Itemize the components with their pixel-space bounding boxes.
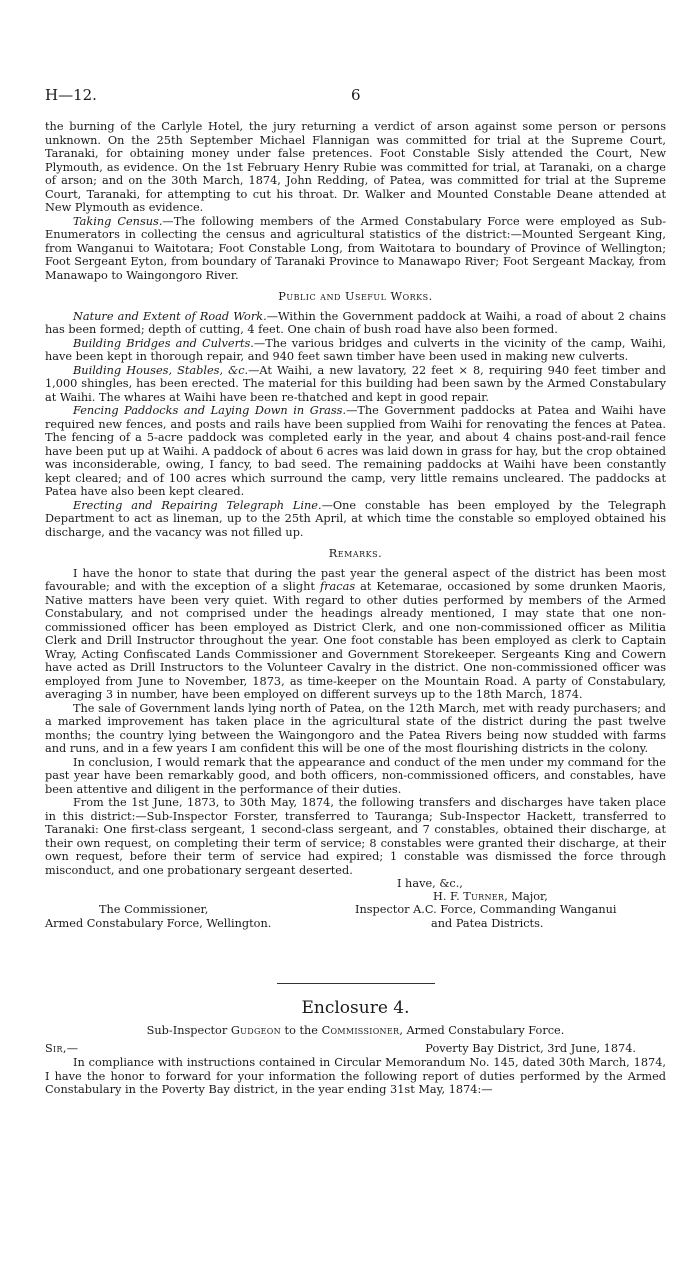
signature-initials: H. F. [433, 890, 460, 903]
signature-rank: , Major, [504, 890, 548, 903]
houses-title: Building Houses, Stables, &c. [73, 363, 249, 377]
page-header [45, 86, 655, 106]
paragraph-remarks-1 [45, 567, 666, 702]
houses-text: —At Waihi, a new lavatory, 22 feet × 8, requiring 940 feet timber and 1,000 shingles, has been erected. The material for this building had been sawn by the Armed Constabulary at Waihi. The whares at Waihi have been re-thatched and kept in good repair. [45, 363, 666, 404]
enclosure-sub-to: to the [284, 1023, 318, 1037]
remarks-1-text-b: at Ketemarae, occasioned by some drunken Maoris, Native matters have been very quiet. With regard to other duties performed by members of the Armed Constabulary, and not comprised under the headings already mentioned, I may state that one non-commissioned officer has been employed as District Clerk, and one non-commissioned officer as Militia Clerk and Drill Instructor throughout the year. One foot constable has been employed as clerk to Captain Wray, Acting Confiscated Lands Commissioner and Government Storekeeper. Sergeants King and Cowern have acted as Drill Instructors to the Volunteer Cavalry in the district. One non-commissioned officer was employed from June to November, 1873, as time-keeper on the Mountain Road. A party of Constabulary, averaging 3 in number, have been employed on different surveys up to the 18th March, 1874. [45, 580, 666, 701]
page-number: 6 [351, 86, 361, 104]
enclosure-title: Enclosure 4. [301, 998, 410, 1018]
salutation: Sir,— [45, 1042, 79, 1055]
census-text: —The following members of the Armed Constabulary Force were employed as Sub-Enumerators in collecting the census and agricultural statistics of the district:—Mounted Sergeant King, from Wanganui to Waitotara; Foot Constable Long, from Waitotara to boundary of Province of Wellington; Foot Sergeant Eyton, from boundary of Taranaki Province to Manawapo River; Foot Sergeant Mackay, from Manawapo to Waingongoro River. [45, 214, 667, 282]
paragraph-remarks-2: The sale of Government lands lying north of Patea, on the 12th March, met with ready purchasers; and a marked improvement has taken place in the agricultural state of the district during the past twelve months; the country lying between the Waingongoro and the Patea Rivers being now studded with farms and runs, and in a few years I am confident this will be one of the most flourishing districts in the colony. [45, 701, 666, 755]
telegraph-title: Erecting and Repairing Telegraph Line. [73, 498, 322, 512]
enclosure-sub-commissioner: Commissioner [321, 1023, 400, 1037]
telegraph-text: —One constable has been employed by the Telegraph Department to act as lineman, up to the 25th April, at which time the constable so employed obtained his discharge, and the vacancy was not filled up. [45, 498, 666, 539]
bridges-title: Building Bridges and Culverts. [73, 336, 254, 350]
enclosure-sub-prefix: Sub-Inspector [146, 1023, 228, 1037]
remarks-1-fracas: fracas [319, 580, 356, 593]
paragraph-houses [45, 364, 666, 405]
paragraph-road-work [45, 310, 666, 337]
paragraph-enclosure-opening: In compliance with instructions contained in Circular Memorandum No. 145, dated 30th March, 1874, I have the honor to forward for your information the following report of duties performed by the Armed Constabulary in the Poverty Bay district, in the year ending 31st May, 1874:— [45, 1056, 666, 1096]
paragraph-continuation: the burning of the Carlyle Hotel, the jury returning a verdict of arson against some person or persons unknown. On the 25th September Michael Flannigan was committed for trial at the Supreme Court, Taranaki, for obtaining money under false pretences. Foot Constable Sisly attended the Court, New Plymouth, as evidence. On the 1st February Henry Rubie was committed for trial, at Taranaki, on a charge of arson; and on the 30th March, 1874, John Redding, of Patea, was committed for trial at the Supreme Court, Taranaki, for attempting to cut his throat. Dr. Walker and Mounted Constable Deane attended at New Plymouth as evidence. [45, 120, 666, 214]
census-title: Taking Census. [73, 214, 163, 228]
place-date: Poverty Bay District, 3rd June, 1874. [425, 1042, 636, 1055]
enclosure-sub-suffix: , Armed Constabulary Force. [399, 1023, 565, 1037]
section-divider [277, 983, 435, 984]
fencing-text: —The Government paddocks at Patea and Waihi have required new fences, and posts and rails have been supplied from Waihi for renovating the fences at Patea. The fencing of a 5-acre paddock was completed early in the year, and about 4 chains post-and-rail fence have been put up at Waihi. A paddock of about 6 acres was laid down in grass for hay, but the crop obtained was inconsiderable, owing, I fancy, to bad seed. The remaining paddocks at Waihi have been constantly kept cleared; and of 100 acres which surround the camp, very little remains uncleared. The paddocks at Patea have also been kept cleared. [45, 404, 667, 498]
road-text: —Within the Government paddock at Waihi, a road of about 2 chains has been formed; depth of cutting, 4 feet. One chain of bush road have also been formed. [45, 309, 666, 336]
addressee-line-1: The Commissioner, [99, 903, 209, 916]
document-body [45, 120, 666, 1097]
paragraph-remarks-3: In conclusion, I would remark that the appearance and conduct of the men under my command for the past year have been remarkably good, and both officers, non-commissioned officers, and constables, have been attentive and diligent in the performance of their duties. [45, 755, 666, 796]
road-title: Nature and Extent of Road Work. [73, 309, 267, 323]
addressee-line-2: Armed Constabulary Force, Wellington. [45, 917, 272, 930]
enclosure-sub-name: Gudgeon [230, 1023, 281, 1037]
fencing-title: Fencing Paddocks and Laying Down in Grass. [73, 404, 347, 417]
paragraph-telegraph [45, 499, 666, 540]
paragraph-bridges [45, 337, 666, 364]
signature-closing: I have, &c., [397, 877, 463, 890]
remarks-1-text-a: I have the honor to state that during the past year the general aspect of the district has been most favourable; and with the exception of a slight [45, 566, 666, 593]
salutation-row [45, 1042, 666, 1056]
signature-name [433, 890, 548, 904]
paragraph-census [45, 215, 666, 283]
remarks-heading: Remarks. [328, 547, 383, 560]
public-works-heading: Public and Useful Works. [278, 290, 433, 303]
paragraph-remarks-4: From the 1st June, 1873, to 30th May, 1874, the following transfers and discharges have taken place in this district:—Sub-Inspector Forster, transferred to Tauranga; Sub-Inspector Hackett, transferred to Taranaki: One first-class sergeant, 1 second-class sergeant, and 7 constables, obtained their discharge, at their own request, on completing their term of service; 8 constables were granted their discharge, at their own request, before their term of service had expired; 1 constable was dismissed the force through misconduct, and one probationary sergeant deserted. [45, 796, 666, 877]
signature-title-line-2: and Patea Districts. [431, 917, 544, 930]
signature-title-line-1: Inspector A.C. Force, Commanding Wanganui [355, 903, 617, 916]
signature-surname: Turner [463, 890, 505, 903]
enclosure-subtitle [45, 1024, 666, 1038]
paragraph-fencing [45, 404, 666, 499]
signature-block [45, 877, 666, 957]
document-reference: H—12. [45, 86, 97, 104]
bridges-text: —The various bridges and culverts in the vicinity of the camp, Waihi, have been kept in thorough repair, and 940 feet sawn timber have been used in making new culverts. [45, 336, 666, 363]
